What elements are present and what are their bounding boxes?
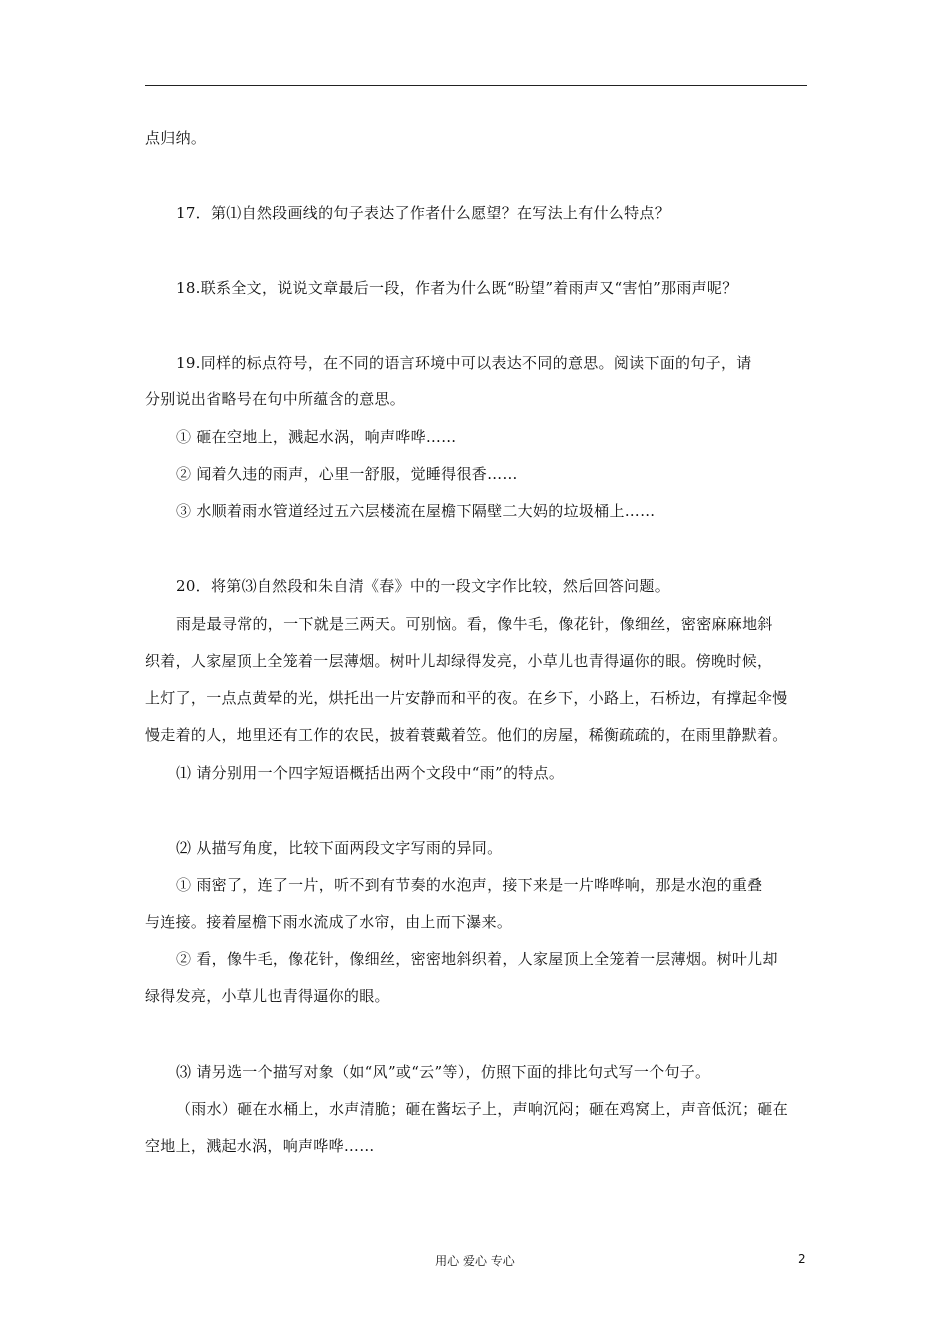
paragraph-line: 与连接。接着屋檐下雨水流成了水帘，由上而下瀑来。 [145, 913, 513, 931]
list-item: ① 砸在空地上，溅起水涡，响声哗哗…… [176, 428, 457, 446]
example-sentence: 空地上，溅起水涡，响声哗哗…… [145, 1137, 375, 1155]
quote-line: 雨是最寻常的，一下就是三两天。可别恼。看，像牛毛，像花针，像细丝，密密麻麻地斜 [176, 615, 773, 633]
example-sentence: （雨水）砸在水桶上，水声清脆；砸在酱坛子上，声响沉闷；砸在鸡窝上，声音低沉；砸在 [176, 1100, 789, 1118]
quote-line: 上灯了，一点点黄晕的光，烘托出一片安静而和平的夜。在乡下，小路上，石桥边，有撑起伞慢 [145, 689, 788, 707]
list-item: ③ 水顺着雨水管道经过五六层楼流在屋檐下隔壁二大妈的垃圾桶上…… [176, 502, 656, 520]
paragraph-line: 绿得发亮，小草儿也青得逼你的眼。 [145, 987, 390, 1005]
question-19: 19.同样的标点符号，在不同的语言环境中可以表达不同的意思。阅读下面的句子，请 [176, 354, 752, 372]
list-item: ① 雨密了，连了一片，听不到有节奏的水泡声，接下来是一片哗哗响，那是水泡的重叠 [176, 876, 763, 894]
sub-question-2: ⑵ 从描写角度，比较下面两段文字写雨的异同。 [176, 839, 503, 857]
list-item: ② 闻着久违的雨声，心里一舒服，觉睡得很香…… [176, 465, 518, 483]
list-item: ② 看，像牛毛，像花针，像细丝，密密地斜织着，人家屋顶上全笼着一层薄烟。树叶儿却 [176, 950, 778, 968]
page-number: 2 [798, 1252, 806, 1266]
sub-question-3: ⑶ 请另选一个描写对象（如“风”或“云”等），仿照下面的排比句式写一个句子。 [176, 1063, 711, 1081]
footer-text: 用心 爱心 专心 [435, 1254, 515, 1268]
header-rule [145, 85, 807, 86]
sub-question-1: ⑴ 请分别用一个四字短语概括出两个文段中“雨”的特点。 [176, 764, 565, 782]
paragraph-line: 点归纳。 [145, 129, 207, 147]
question-17: 17．第⑴自然段画线的句子表达了作者什么愿望？在写法上有什么特点？ [176, 204, 670, 222]
question-20: 20．将第⑶自然段和朱自清《春》中的一段文字作比较，然后回答问题。 [176, 577, 670, 595]
quote-line: 织着，人家屋顶上全笼着一层薄烟。树叶儿却绿得发亮，小草儿也青得逼你的眼。傍晚时候， [145, 652, 773, 670]
paragraph-line: 分别说出省略号在句中所蕴含的意思。 [145, 390, 406, 408]
question-18: 18.联系全文，说说文章最后一段，作者为什么既“盼望”着雨声又“害怕”那雨声呢？ [176, 279, 738, 297]
quote-line: 慢走着的人，地里还有工作的农民，披着蓑戴着笠。他们的房屋，稀衡疏疏的，在雨里静默着。 [145, 726, 788, 744]
